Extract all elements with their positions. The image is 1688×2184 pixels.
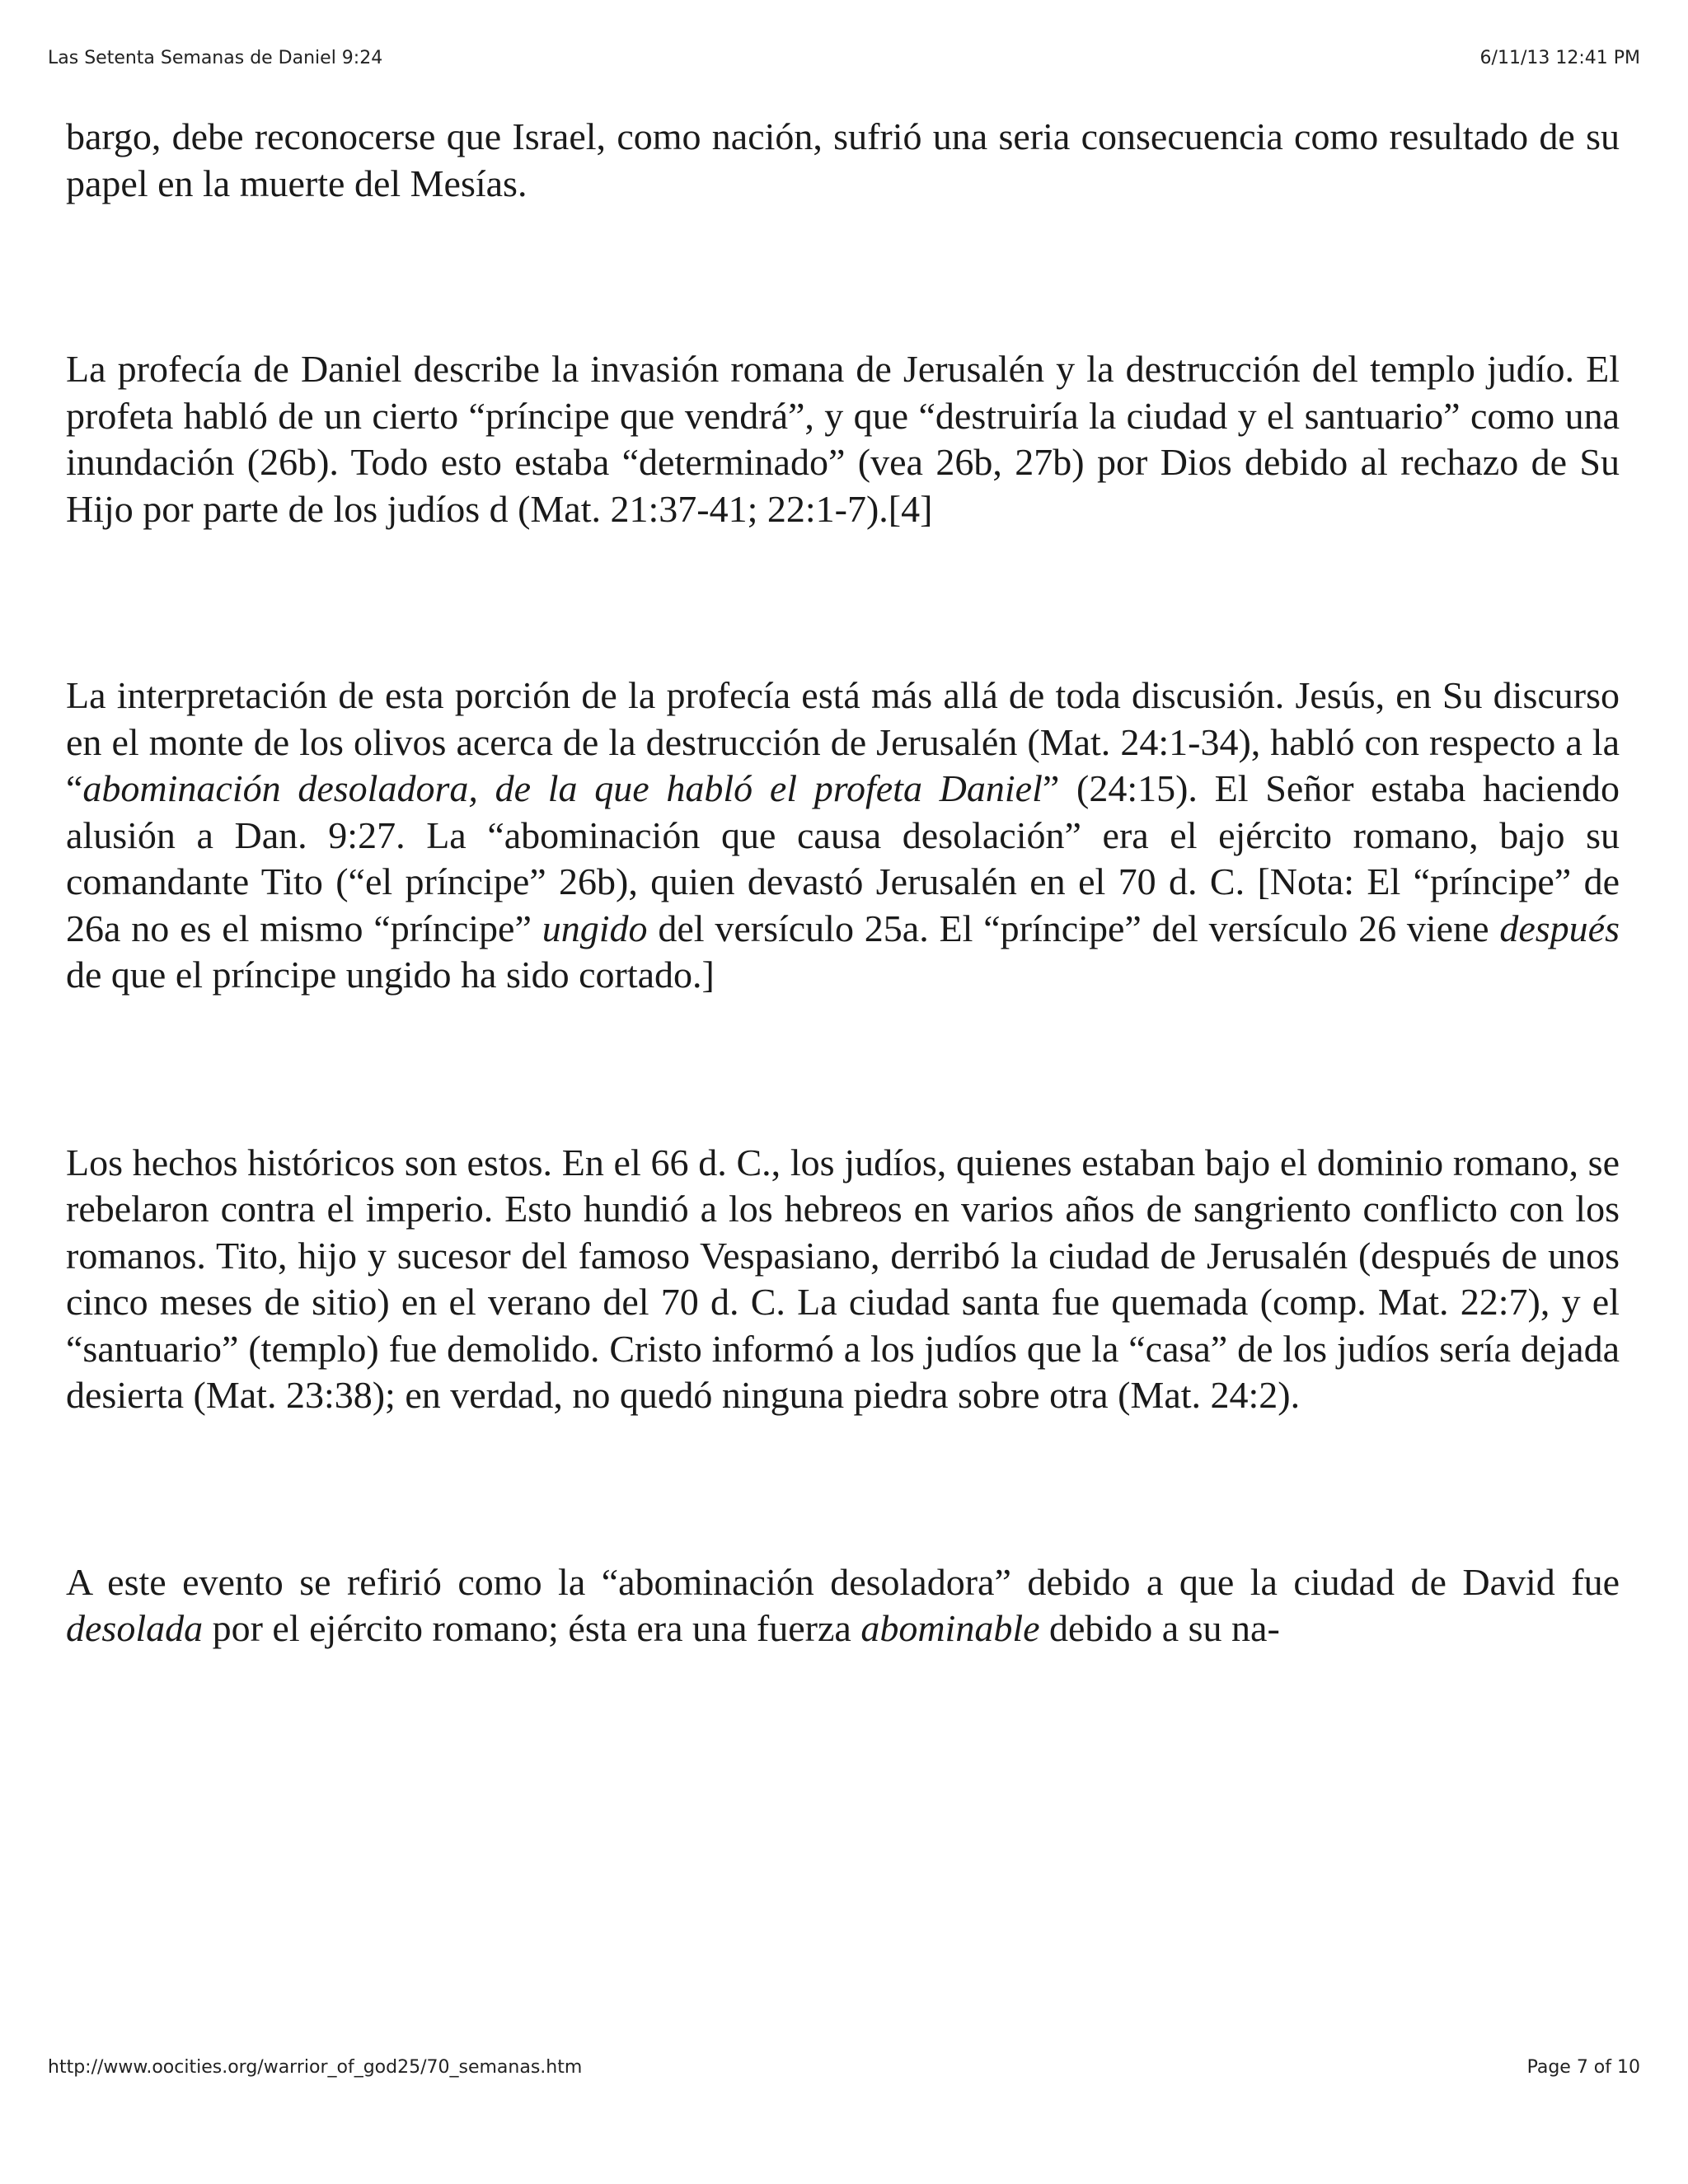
paragraph-5-desolada-italic: desolada — [66, 1607, 204, 1649]
paragraph-3-despues-italic: después — [1499, 907, 1620, 949]
paragraph-3-text-c: ” (24:15). El Señor estaba haciendo alusión a Dan. 9:27. La “abominación que causa desolación” era el ejército romano, bajo su comandante Tito (“el príncipe” 26b), quien devastó Jerusalén en el 70 d. C. [Nota: El “príncipe” de 26a no es el mismo “príncipe” — [66, 767, 1620, 949]
paragraph-3-text-a: La interpretación de esta porción de la profecía está más allá de toda discusión. Jesús, en Su discurso en el monte de los olivos acerca de la destrucción de Jerusalén (Mat. 24:1-34), habló con respecto a la “ — [66, 674, 1620, 809]
paragraph-5-text-e: debido a su na- — [1039, 1607, 1280, 1649]
paragraph-3 — [66, 673, 1620, 999]
paragraph-5-abominable-italic: abominable — [860, 1607, 1040, 1649]
paragraph-3-text-e: del versículo 25a. El “príncipe” del versículo 26 viene — [647, 907, 1500, 949]
paragraph-3-ungido-italic: ungido — [542, 907, 648, 949]
print-datetime: 6/11/13 12:41 PM — [1479, 48, 1640, 68]
source-url: http://www.oocities.org/warrior_of_god25/70_semanas.htm — [48, 2057, 583, 2078]
document-title: Las Setenta Semanas de Daniel 9:24 — [48, 48, 383, 68]
paragraph-5 — [66, 1559, 1620, 1652]
paragraph-1: bargo, debe reconocerse que Israel, como nación, sufrió una seria consecuencia como resultado de su papel en la muerte del Mesías. — [66, 115, 1620, 204]
page-content — [66, 114, 1620, 1652]
paragraph-5-text-a: A este evento se refirió como la “abominación desoladora” debido a que la ciudad de David fue — [66, 1560, 1620, 1603]
paragraph-3-quote-italic: abominación desoladora, de la que habló el profeta Daniel — [82, 767, 1043, 809]
paragraph-2: La profecía de Daniel describe la invasión romana de Jerusalén y la destrucción del templo judío. El profeta habló de un cierto “príncipe que vendrá”, y que “destruiría la ciudad y el santuario” como una inundación (26b). Todo esto estaba “determinado” (vea 26b, 27b) por Dios debido al rechazo de Su Hijo por parte de los judíos d (Mat. 21:37-41; 22:1-7).[4] — [66, 348, 1620, 530]
print-header — [48, 48, 1640, 68]
paragraph-5-text-c: por el ejército romano; ésta era una fuerza — [203, 1607, 861, 1649]
paragraph-4: Los hechos históricos son estos. En el 66 d. C., los judíos, quienes estaban bajo el dominio romano, se rebelaron contra el imperio. Esto hundió a los hebreos en varios años de sangriento conflicto con los romanos. Tito, hijo y sucesor del famoso Vespasiano, derribó la ciudad de Jerusalén (después de unos cinco meses de sitio) en el verano del 70 d. C. La ciudad santa fue quemada (comp. Mat. 22:7), y el “santuario” (templo) fue demolido. Cristo informó a los judíos que la “casa” de los judíos sería dejada desierta (Mat. 23:38); en verdad, no quedó ninguna piedra sobre otra (Mat. 24:2). — [66, 1141, 1620, 1416]
paragraph-3-text-g: de que el príncipe ungido ha sido cortado.] — [66, 954, 715, 996]
page-number: Page 7 of 10 — [1526, 2057, 1640, 2078]
print-footer — [48, 2057, 1640, 2078]
